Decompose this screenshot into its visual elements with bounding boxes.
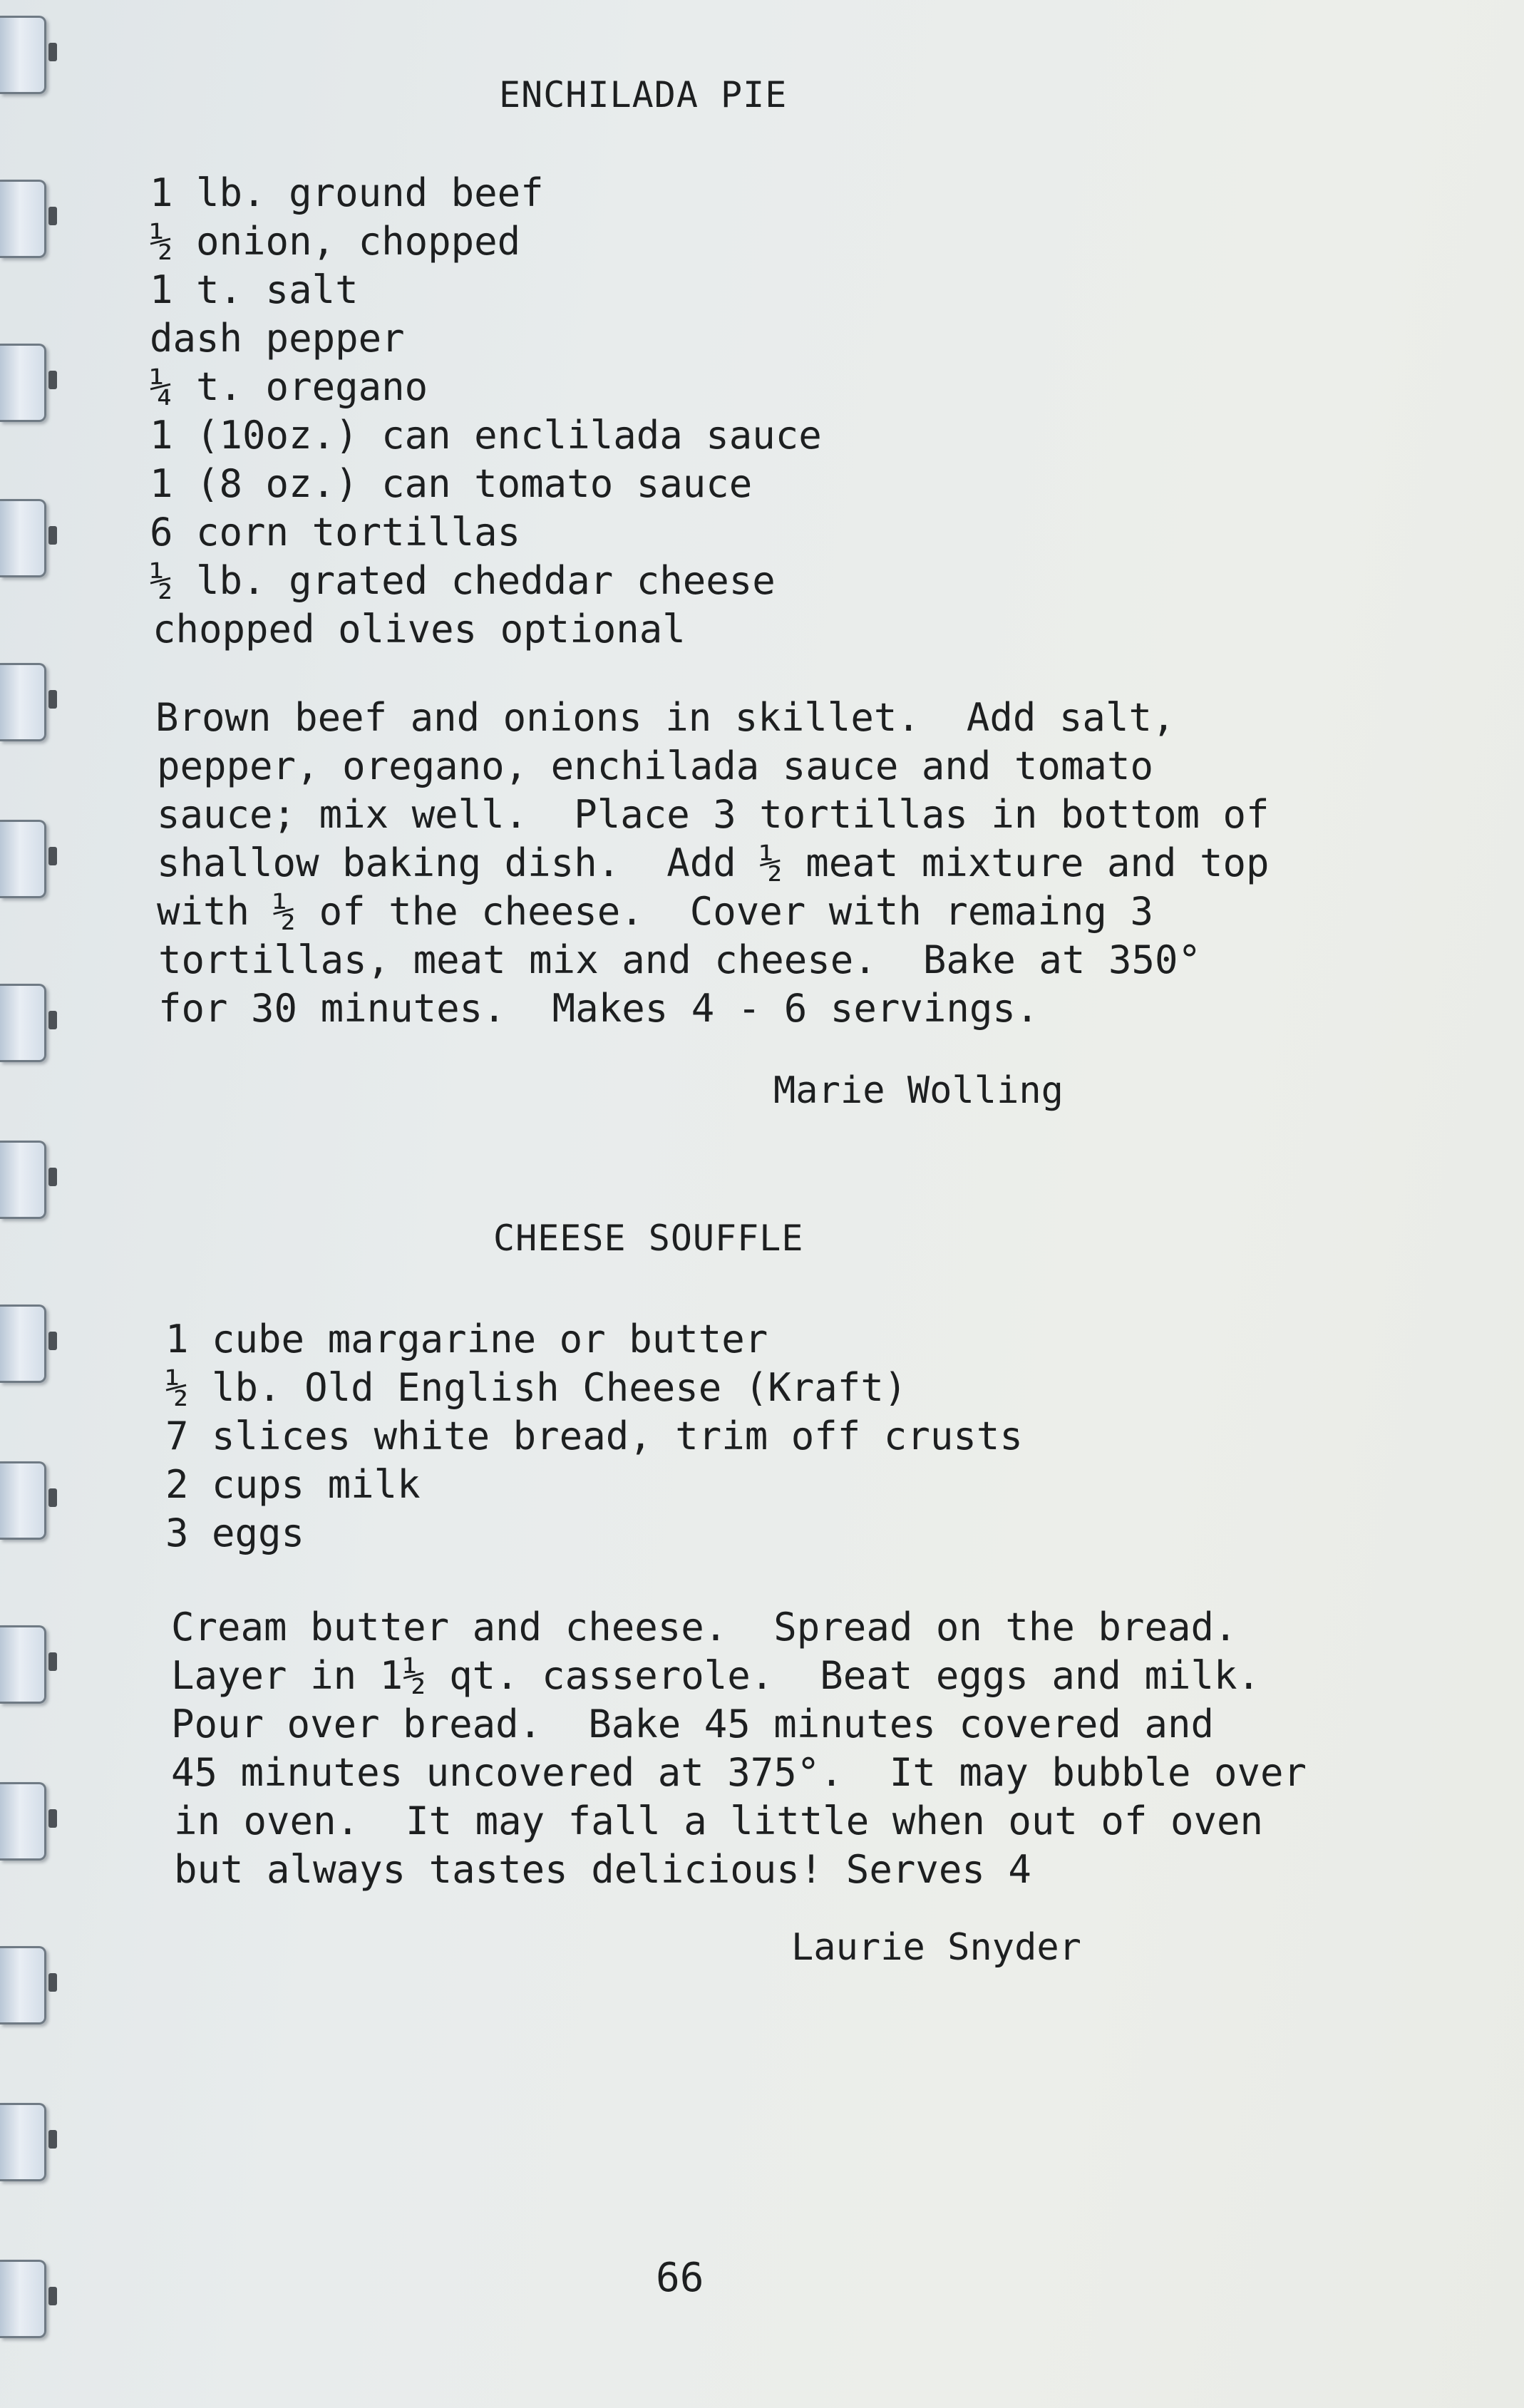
ingredient-line: ½ lb. Old English Cheese (Kraft) xyxy=(165,1365,907,1410)
page-number: 66 xyxy=(656,2255,704,2301)
ingredient-line: 2 cups milk xyxy=(165,1462,421,1507)
instruction-line: Layer in 1½ qt. casserole. Beat eggs and milk. xyxy=(171,1653,1261,1698)
instruction-line: for 30 minutes. Makes 4 - 6 servings. xyxy=(158,986,1039,1031)
instruction-line: Pour over bread. Bake 45 minutes covered and xyxy=(171,1702,1214,1746)
ingredient-line: dash pepper xyxy=(150,316,405,361)
instruction-line: sauce; mix well. Place 3 tortillas in bottom of xyxy=(157,792,1270,837)
ingredient-line: 7 slices white bread, trim off crusts xyxy=(165,1414,1023,1458)
instruction-line: 45 minutes uncovered at 375°. It may bubble over xyxy=(171,1750,1307,1795)
recipe-title-cheese-souffle: CHEESE SOUFFLE xyxy=(493,1218,804,1259)
instruction-line: in oven. It may fall a little when out of oven xyxy=(174,1799,1264,1843)
instruction-line: but always tastes delicious! Serves 4 xyxy=(174,1847,1031,1892)
ingredient-line: 1 lb. ground beef xyxy=(150,170,544,215)
recipe-author: Laurie Snyder xyxy=(791,1926,1081,1969)
ingredient-line: 1 t. salt xyxy=(150,267,359,312)
ingredient-line: 6 corn tortillas xyxy=(150,510,521,555)
ingredient-line: chopped olives optional xyxy=(153,607,686,652)
recipe-title-enchilada-pie: ENCHILADA PIE xyxy=(499,74,788,115)
ingredient-line: 1 (10oz.) can enclilada sauce xyxy=(150,413,822,458)
instruction-line: tortillas, meat mix and cheese. Bake at 350° xyxy=(158,937,1201,982)
ingredient-line: 1 (8 oz.) can tomato sauce xyxy=(150,461,753,506)
instruction-line: Brown beef and onions in skillet. Add salt, xyxy=(155,695,1175,740)
recipe-author: Marie Wolling xyxy=(773,1069,1064,1112)
ingredient-line: 3 eggs xyxy=(165,1511,305,1555)
instruction-line: with ½ of the cheese. Cover with remaing 3 xyxy=(157,889,1153,934)
ingredient-line: ½ lb. grated cheddar cheese xyxy=(150,558,776,603)
spiral-binding xyxy=(0,0,57,2408)
ingredient-line: ¼ t. oregano xyxy=(150,364,428,409)
ingredient-line: 1 cube margarine or butter xyxy=(165,1317,768,1362)
instruction-line: pepper, oregano, enchilada sauce and tomato xyxy=(157,744,1153,788)
instruction-line: Cream butter and cheese. Spread on the bread. xyxy=(171,1605,1237,1650)
instruction-line: shallow baking dish. Add ½ meat mixture and top xyxy=(157,840,1270,885)
ingredient-line: ½ onion, chopped xyxy=(150,219,521,264)
